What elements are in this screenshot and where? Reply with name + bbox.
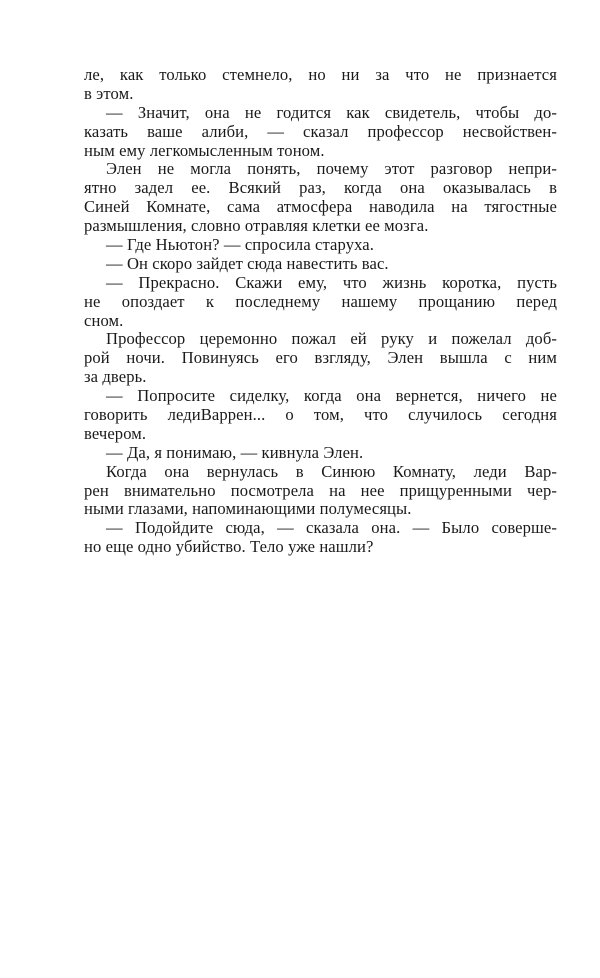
text-line: Когда она вернулась в Синюю Комнату, леди Вар- bbox=[106, 461, 557, 481]
text-line: ле, как только стемнело, но ни за что не признается bbox=[84, 65, 557, 84]
text-line: не опоздает к последнему нашему прощанию перед bbox=[84, 291, 557, 311]
text-line: сном. bbox=[84, 310, 124, 330]
text-line: ятно задел ее. Всякий раз, когда она оказывалась в bbox=[84, 178, 557, 198]
text-line: но еще одно убийство. Тело уже нашли? bbox=[84, 537, 374, 557]
text-line: — Он скоро зайдет сюда навестить вас. bbox=[106, 253, 389, 273]
text-line: — Да, я понимаю, — кивнула Элен. bbox=[106, 442, 364, 462]
text-line: ными глазами, напоминающими полумесяцы. bbox=[84, 499, 412, 519]
text-line: рен внимательно посмотрела на нее прищуренными чер- bbox=[84, 480, 557, 500]
text-line: размышления, словно отравляя клетки ее мозга. bbox=[84, 216, 429, 236]
text-line: казать ваше алиби, — сказал профессор несвойствен- bbox=[84, 121, 557, 141]
text-line: — Прекрасно. Скажи ему, что жизнь коротка, пусть bbox=[106, 272, 557, 292]
text-line: за дверь. bbox=[84, 367, 147, 387]
book-page-text bbox=[84, 66, 557, 557]
text-line: — Подойдите сюда, — сказала она. — Было соверше- bbox=[106, 518, 557, 538]
text-line: говорить ледиВаррен... о том, что случилось сегодня bbox=[84, 405, 557, 425]
text-line: Синей Комнате, сама атмосфера наводила на тягостные bbox=[84, 197, 557, 217]
text-line: в этом. bbox=[84, 83, 134, 103]
text-line: ным ему легкомысленным тоном. bbox=[84, 140, 325, 160]
text-line: Профессор церемонно пожал ей руку и пожелал доб- bbox=[106, 329, 557, 349]
text-line: вечером. bbox=[84, 423, 147, 443]
text-line: рой ночи. Повинуясь его взгляду, Элен вышла с ним bbox=[84, 348, 557, 368]
text-line: Элен не могла понять, почему этот разговор непри- bbox=[106, 159, 557, 179]
text-line: — Где Ньютон? — спросила старуха. bbox=[106, 235, 374, 255]
text-line: — Значит, она не годится как свидетель, чтобы до- bbox=[106, 102, 557, 122]
text-line: — Попросите сиделку, когда она вернется, ничего не bbox=[106, 386, 557, 406]
